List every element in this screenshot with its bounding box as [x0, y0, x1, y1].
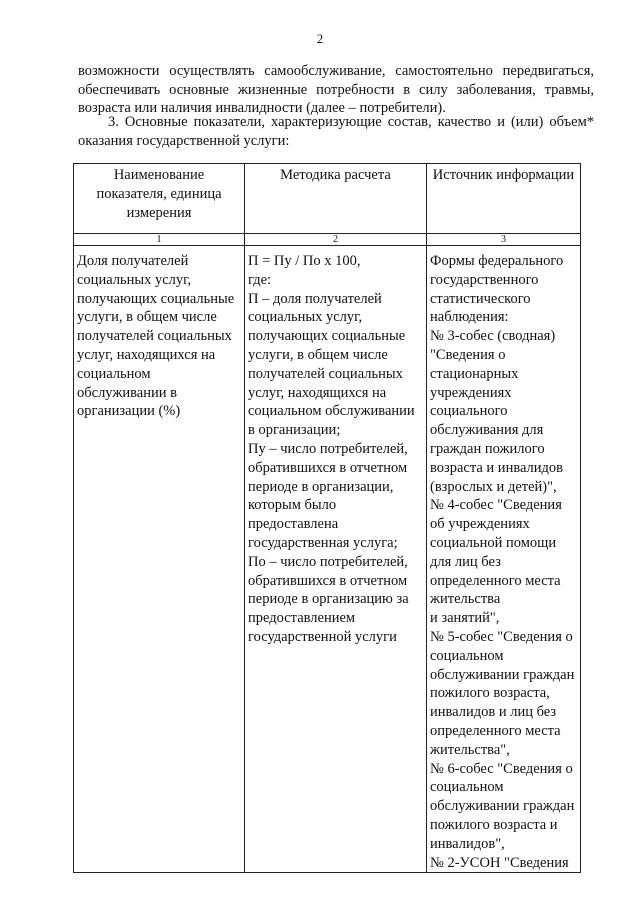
table-header-row — [74, 164, 581, 234]
source-line: № 3-собес (сводная) — [430, 328, 556, 345]
indicators-table — [73, 163, 581, 873]
source-line: жительства", — [430, 741, 510, 758]
source-line: и занятий", — [430, 610, 500, 627]
indicator-line: получающих социальные — [77, 290, 235, 307]
source-line: инвалидов и лиц без — [430, 704, 557, 721]
method-line: социальных услуг, — [248, 309, 363, 326]
source-line: определенного места — [430, 572, 561, 589]
method-line: периоде в организацию за — [248, 591, 409, 608]
source-line: жительства — [430, 591, 501, 608]
method-line: обратившихся в отчетном — [248, 572, 408, 589]
page-number: 2 — [316, 31, 324, 46]
source-line: учреждениях — [430, 384, 512, 401]
method-line: По – число потребителей, — [248, 553, 408, 570]
source-line: граждан пожилого — [430, 440, 545, 457]
indicator-line: услуги, в общем числе — [77, 309, 217, 326]
source-line: (взрослых и детей)", — [430, 478, 557, 495]
column-number-2: 2 — [245, 234, 427, 246]
table-row — [74, 246, 581, 873]
indicator-line: социальных услуг, — [77, 271, 192, 288]
method-line: получающих социальные — [248, 328, 406, 345]
source-line: № 6-собес "Сведения о — [430, 760, 573, 777]
indicators-heading-paragraph: 3. Основные показатели, характеризующие состав, качество и (или) объем* оказания государственной услуги: — [78, 114, 594, 149]
indicators-table-wrapper — [73, 163, 581, 873]
source-line: об учреждениях — [430, 516, 530, 533]
indicator-line: получателей социальных — [77, 328, 232, 345]
source-line: социальной помощи — [430, 534, 557, 551]
method-line: П = Пу / По х 100, — [248, 253, 361, 269]
method-line: получателей социальных — [248, 365, 403, 382]
method-line: периоде в организации, — [248, 478, 394, 495]
source-cell — [427, 246, 581, 873]
method-line: которым было — [248, 497, 337, 514]
indicator-cell — [74, 246, 245, 873]
source-line: возраста и инвалидов — [430, 459, 564, 476]
source-line: обслуживании граждан — [430, 798, 575, 815]
indicator-line: Доля получателей — [77, 253, 189, 269]
method-line: услуги, в общем числе — [248, 346, 388, 363]
source-line: обслуживании граждан — [430, 666, 575, 683]
source-line: № 4-собес "Сведения — [430, 497, 562, 514]
method-line: Пу – число потребителей, — [248, 440, 408, 457]
source-line: наблюдения: — [430, 309, 509, 326]
indicator-line: социальном — [77, 365, 151, 382]
method-line: государственная услуга; — [248, 534, 398, 551]
method-line: предоставлением — [248, 610, 356, 627]
header-indicator-name: Наименование показателя, единица измерения — [74, 164, 245, 234]
source-line: "Сведения о — [430, 346, 506, 363]
method-line: услуг, находящихся на — [248, 384, 387, 401]
method-line: социальном обслуживании — [248, 403, 415, 420]
source-line: № 5-собес "Сведения о — [430, 628, 573, 645]
column-number-1: 1 — [74, 234, 245, 246]
method-line: предоставлена — [248, 516, 339, 533]
source-line: социальном — [430, 647, 504, 664]
source-line: пожилого возраста и — [430, 816, 558, 833]
intro-paragraph: возможности осуществлять самообслуживание, самостоятельно передвигаться, обеспечивать основные жизненные потребности в силу заболевания, травмы, возраста или наличия инвалидности (далее – потребители). — [78, 63, 594, 117]
column-number-3: 3 — [427, 234, 581, 246]
method-line: где: — [248, 271, 272, 288]
source-line: определенного места — [430, 722, 561, 739]
source-line: обслуживания для — [430, 422, 544, 439]
header-information-source: Источник информации — [427, 164, 581, 234]
indicator-line: организации (%) — [77, 403, 181, 420]
source-line: пожилого возраста, — [430, 685, 550, 702]
method-line: обратившихся в отчетном — [248, 459, 408, 476]
source-line: № 2-УСОН "Сведения — [430, 854, 569, 871]
method-line: государственной услуги — [248, 628, 397, 645]
indicator-line: обслуживании в — [77, 384, 177, 401]
source-line: инвалидов", — [430, 835, 505, 852]
source-line: государственного — [430, 271, 539, 288]
source-line: социальном — [430, 779, 504, 796]
source-line: стационарных — [430, 365, 519, 382]
method-cell — [245, 246, 427, 873]
method-line: в организации; — [248, 422, 341, 439]
method-line: П – доля получателей — [248, 290, 382, 307]
source-line: статистического — [430, 290, 531, 307]
source-line: Формы федерального — [430, 253, 564, 269]
source-line: социального — [430, 403, 508, 420]
column-number-row — [74, 234, 581, 246]
indicator-line: услуг, находящихся на — [77, 346, 216, 363]
header-calculation-method: Методика расчета — [245, 164, 427, 234]
source-line: для лиц без — [430, 553, 501, 570]
